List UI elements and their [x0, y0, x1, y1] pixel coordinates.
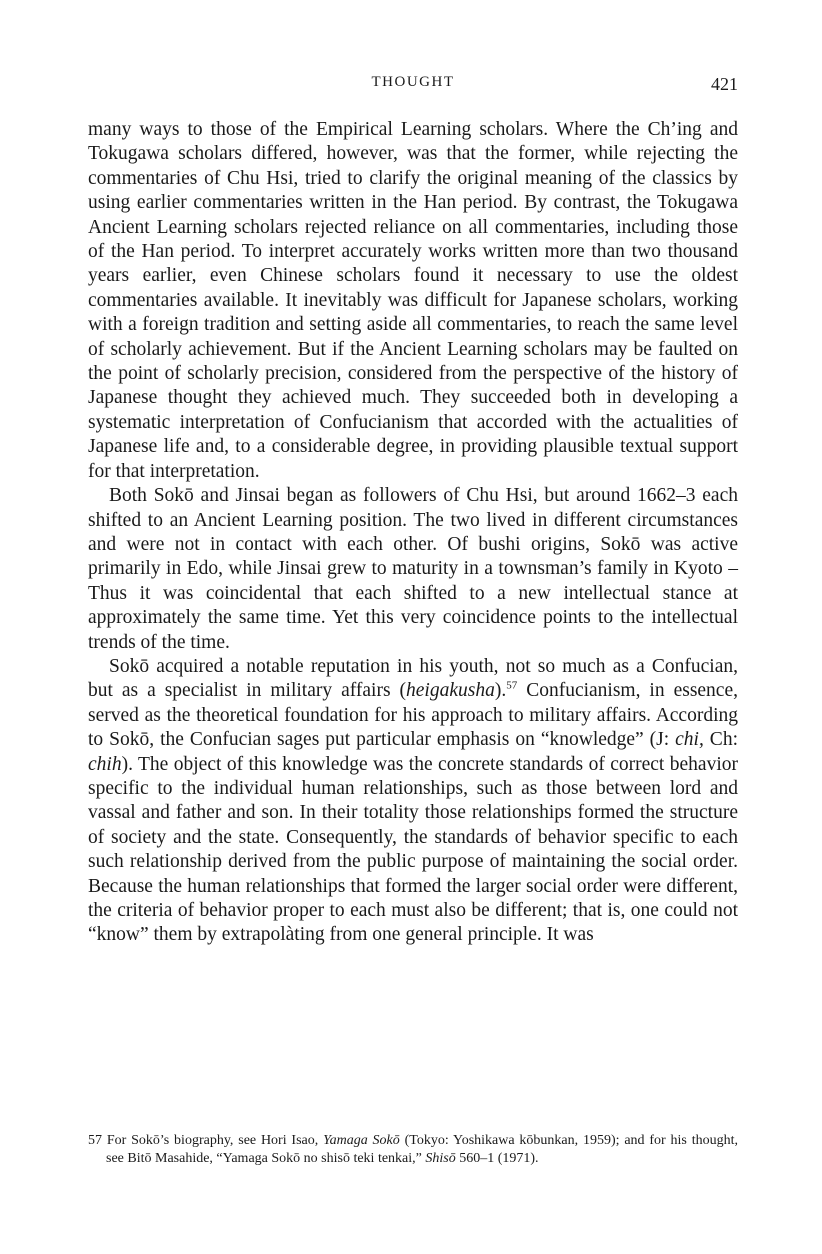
page-header: [88, 74, 738, 98]
italic-term: heigakusha: [406, 680, 495, 702]
body-text: [88, 118, 738, 948]
text-run: 57 For Sokō’s biography, see Hori Isao,: [88, 1133, 324, 1148]
footnote-ref: 57: [506, 679, 518, 692]
text-run: ).: [494, 680, 507, 702]
footnote: [88, 1132, 738, 1168]
text-run: Ch:: [703, 729, 738, 751]
text-run: (Tokyo: Yoshikawa kōbunkan, 1959); and for his thought, see Bitō Masahide, “Yamaga Sokō no shisō teki tenkai,”: [106, 1133, 738, 1166]
italic-term: Yamaga Sokō: [323, 1133, 400, 1148]
paragraph: [88, 118, 738, 484]
text-run: Confucianism, in essence, served as the theoretical foundation for his approach to military affairs. According to Sokō, the Confucian sages put particular emphasis on “knowledge” (J:: [88, 680, 738, 751]
text-run: Sokō acquired a notable reputation in his youth, not so much as a Confucian, but as a specialist in military affairs (: [88, 655, 738, 702]
page-number: 421: [711, 74, 738, 94]
running-head: THOUGHT: [371, 74, 455, 90]
text-run: many ways to those of the Empirical Learning scholars. Where the Ch’ing and Tokugawa scholars differed, however, was that the former, while rejecting the commentaries of Chu Hsi, tried to clarify the original meaning of the classics by using earlier commentaries written in the Han period. By contrast, the Tokugawa Ancient Learning scholars rejected reliance on all commentaries, including those of the Han period. To interpret accurately works written more than two thousand years earlier, even Chinese scholars found it necessary to use the oldest commentaries available. It inevitably was difficult for Japanese scholars, working with a foreign tradition and setting aside all commentaries, to reach the same level of scholarly achievement. But if the Ancient Learning scholars may be faulted on the point of scholarly precision, considered from the perspective of the history of Japanese thought they achieved much. They succeeded both in developing a systematic interpretation of Confucianism that accorded with the actualities of Japanese life and, to a considerable degree, in providing plausible textual support for that interpretation.: [88, 119, 738, 482]
text-run: ). The object of this knowledge was the concrete standards of correct behavior specific to the individual human relationships, such as those between lord and vassal and father and son. In their totality those relationships formed the structure of society and the state. Consequently, the standards of behavior specific to each such relationship derived from the public purpose of maintaining the social order. Because the human relationships that formed the larger social order were different, the criteria of behavior proper to each must also be different; that is, one could not “know” them by extrapolàting from one general principle. It was: [88, 753, 738, 946]
paragraph: [88, 484, 738, 655]
text-run: 560–1 (1971).: [455, 1151, 539, 1166]
paragraph: [88, 655, 738, 948]
footnotes: [88, 1132, 738, 1168]
text-run: Both Sokō and Jinsai began as followers of Chu Hsi, but around 1662–3 each shifted to an Ancient Learning position. The two lived in different circumstances and were not in contact with each other. Of bushi origins, Sokō was active primarily in Edo, while Jinsai grew to maturity in a townsman’s family in Kyoto – Thus it was coincidental that each shifted to a new intellectual stance at approximately the same time. Yet this very coincidence points to the intellectual trends of the time.: [88, 485, 738, 653]
italic-term: Shisō: [425, 1151, 456, 1166]
italic-term: chi,: [675, 729, 704, 751]
italic-term: chih: [88, 753, 122, 775]
